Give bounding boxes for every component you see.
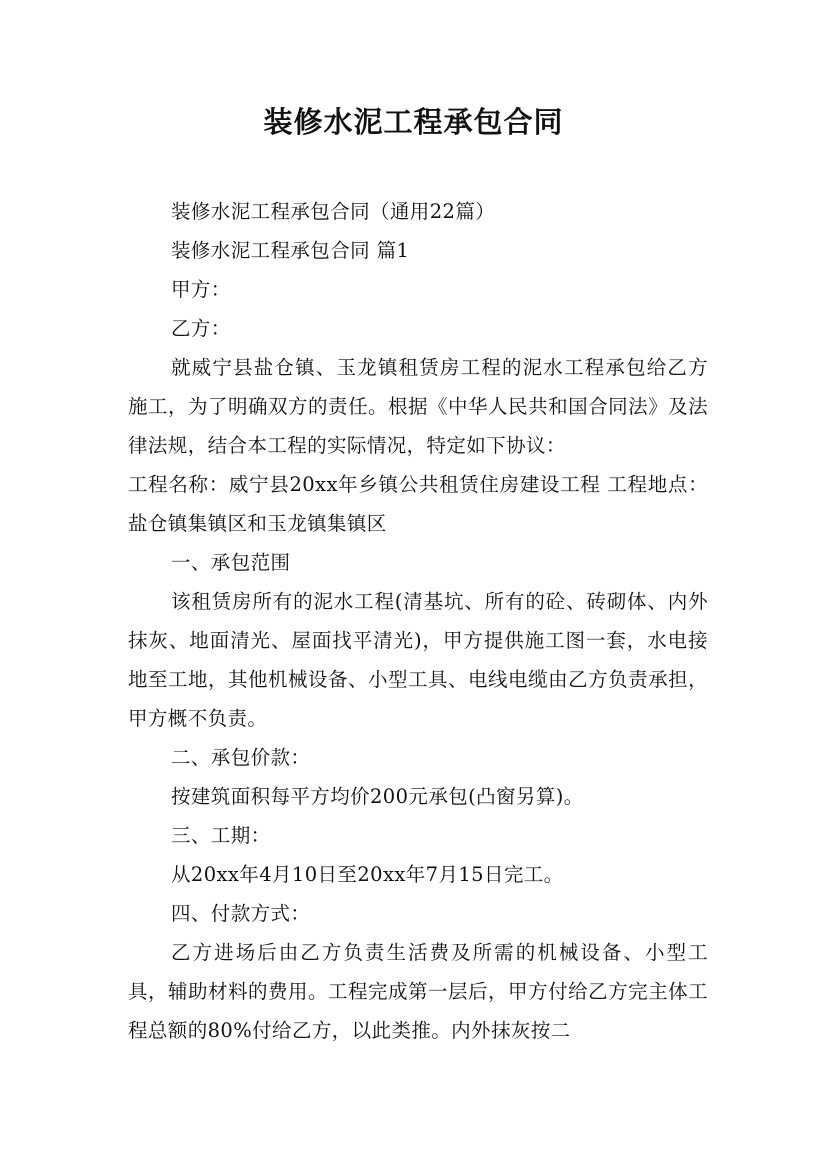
paragraph-payment: 乙方进场后由乙方负责生活费及所需的机械设备、小型工具，辅助材料的费用。工程完成第一层后，甲方付给乙方完主体工程总额的80%付给乙方，以此类推。内外抹灰按二: [128, 941, 708, 1042]
paragraph-price: 按建筑面积每平方均价200元承包(凸窗另算)。: [171, 785, 584, 808]
paragraph-heading-payment: 四、付款方式：: [171, 902, 311, 925]
paragraph-subtitle: 装修水泥工程承包合同（通用22篇）: [171, 200, 496, 223]
paragraph-schedule: 从20xx年4月10日至20xx年7月15日完工。: [171, 863, 564, 886]
paragraph-scope: 该租赁房所有的泥水工程(清基坑、所有的砼、砖砌体、内外抹灰、地面清光、屋面找平清光)，甲方提供施工图一套，水电接地至工地，其他机械设备、小型工具、电线电缆由乙方负责承担，甲方概不负责。: [128, 590, 708, 730]
document-title: 装修水泥工程承包合同: [263, 105, 564, 139]
paragraph-heading-price: 二、承包价款：: [171, 746, 311, 769]
paragraph-preamble: 就威宁县盐仓镇、玉龙镇租赁房工程的泥水工程承包给乙方施工，为了明确双方的责任。根据《中华人民共和国合同法》及法律法规，结合本工程的实际情况，特定如下协议：: [128, 356, 708, 457]
paragraph-project-info: 工程名称：威宁县20xx年乡镇公共租赁住房建设工程 工程地点：盐仓镇集镇区和玉龙镇集镇区: [128, 473, 708, 535]
paragraph-party-b: 乙方：: [171, 317, 231, 340]
paragraph-section-heading: 装修水泥工程承包合同 篇1: [171, 239, 410, 262]
paragraph-heading-scope: 一、承包范围: [171, 551, 291, 574]
document-body: [128, 192, 708, 1050]
paragraph-heading-schedule: 三、工期：: [171, 824, 271, 847]
paragraph-party-a: 甲方：: [171, 278, 231, 301]
